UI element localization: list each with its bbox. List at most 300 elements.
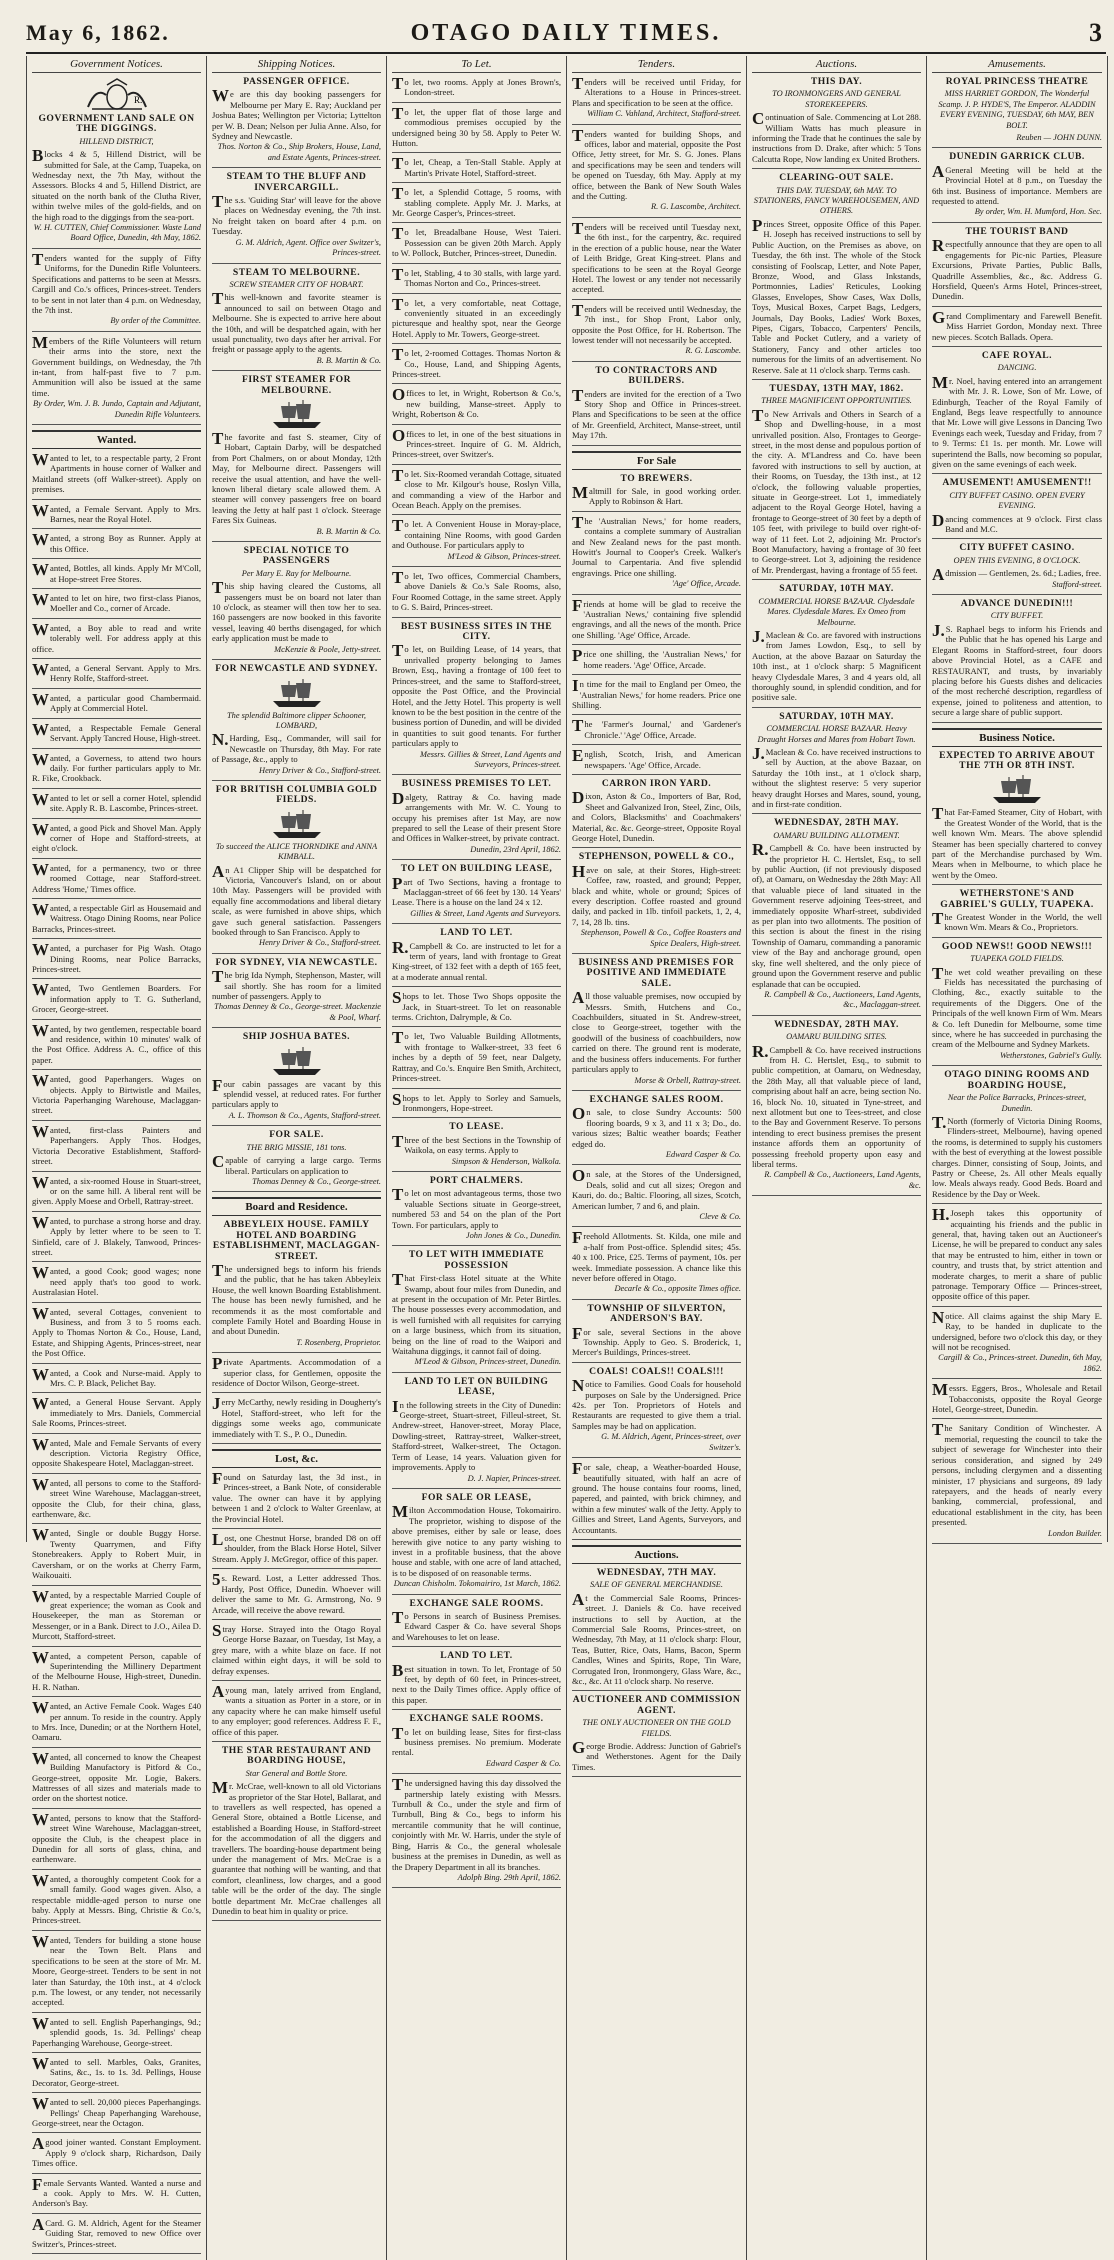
for-sale-ad — [572, 595, 741, 646]
ad-body-text: Stray Horse. Strayed into the Otago Royal George Horse Bazaar, on Tuesday, 1st May, a grey mare, with a white blaze on face. If not claimed within eight days, it will be sold to defray expenses. — [212, 1620, 381, 1676]
ad-signature: R. Campbell & Co., Auctioneers, Land Agents, &c. — [764, 1170, 921, 1190]
shipping-notice — [212, 785, 381, 954]
ad-signature: Edward Casper & Co. — [485, 1758, 561, 1768]
ad-heading: TUESDAY, 13TH MAY, 1862. — [769, 382, 904, 394]
ad-body-text: Tenders wanted for building Shops, and offices, labor and material, opposite the Post Office, Jetty street, for Mr. S. G. Jones. Plans and specifications may be seen and tenders will be opened on Tuesday, 6th May. Apply at my office, between the Bank of New South Wales and the Cutting. — [572, 125, 741, 202]
wanted-ad — [32, 2053, 201, 2093]
ad-body-text: R.Campbell & Co. are instructed to let for a term of years, land with frontage to Great King-street, of 132 feet with a depth of 165 feet, at a moderate annual rental. — [392, 937, 561, 982]
government-notice — [32, 332, 201, 425]
business-notice — [932, 1420, 1102, 1543]
ad-heading: EXCHANGE SALE ROOMS. — [409, 1597, 544, 1609]
ad-subheading: The splendid Baltimore clipper Schooner, LOMBARD, — [226, 710, 367, 730]
to-let-ad — [392, 294, 561, 345]
to-let-ad — [392, 345, 561, 384]
ad-heading: AMUSEMENT! AMUSEMENT!! — [942, 477, 1092, 489]
to-let-ad — [392, 1176, 561, 1246]
ad-body-text: Respectfully announce that they are open to all engagements for Pic-nic Parties, Pleasure Excursions, Private Parties, Public Balls, Quadrille Assemblies, &c., &c. Address G. Horsfield, Queen's Arms Hotel, Princes-street, Dunedin. — [932, 236, 1102, 302]
ad-body-text: Wanted, all concerned to know the Cheapest Building Manufactory is Pitford & Co., George-street, opposite Mr. Logie, Bakers. Mattresses of all sizes and materials made to order on the shortest notice. — [32, 1748, 201, 1804]
ad-body-text: We are this day booking passengers for Melbourne per Mary E. Ray; Auckland per Joshua Bates; Wellington per Victoria; Lyttelton per W. B. Dean; Nelson per Julia Anne. Also, for Sydney and Newcastle. — [212, 86, 381, 142]
ad-body-text: R.Campbell & Co. have received instructions from H. C. Hertslet, Esq., to submit to public competition, at Oamaru, on Wednesday, the 28th May, all that valuable piece of land, comprising about half an acre, being section No. 16, block No. 10, situated in Tyne-street, and next allotment but one to Tees-street, and close to the Bay and Government Reserve. To persons intending to erect business premises the present instance affords them an opportunity of possessing freehold property upon easy and liberal terms. — [752, 1041, 921, 1169]
section-heading-auctions: Auctions. — [572, 1545, 741, 1564]
ad-body-text: To let, Two Valuable Building Allotments, with frontage to Walker-street, 33 feet 6 inches by a depth of 59 feet, near Dalgety, Rattray, and Co.'s. Enquire Ben Smith, Architect, Princes-street. — [392, 1028, 561, 1084]
ad-body-text: Members of the Rifle Volunteers will return their arms into the store, next the Government buildings, on Wednesday, the 7th in-tant, from half-past five to 7 p.m. Ammunition will also be issued at the same time. — [32, 332, 201, 398]
wanted-ad — [32, 1647, 201, 1698]
page-number: 3 — [1089, 18, 1102, 47]
section-heading-government: Government Notices. — [32, 58, 201, 73]
ad-heading: COALS! COALS!! COALS!!! — [589, 1365, 724, 1377]
to-let-ad — [392, 516, 561, 567]
ad-body-text: Jerry McCarthy, newly residing in Dougherty's Hotel, Stafford-street, who left for the diggings some weeks ago, communicate immediately with T. S., P. O., Dunedin. — [212, 1394, 381, 1439]
ad-body-text: Wanted, Bottles, all kinds. Apply Mr M'Coll, at Hope-street Free Stores. — [32, 560, 201, 584]
auction-ad — [752, 384, 921, 580]
ad-heading: BUSINESS PREMISES TO LET. — [401, 778, 552, 790]
ad-subheading: To succeed the ALICE THORNDIKE and ANNA KIMBALL. — [215, 841, 378, 862]
ad-body-text: All those valuable premises, now occupied by Messrs. Smith, Hutchens and Co., Coachbuilders, situated in St. Andrew-street, close to George-street, together with the goodwill of the business of coachbuilders, now carried on there. The ground rent is moderate, and the business offers inducements. For further particulars apply to — [572, 988, 741, 1075]
ad-body-text: Wanted, a Cook and Nurse-maid. Apply to Mrs. C. P. Black, Pelichet Bay. — [32, 1364, 201, 1388]
section-heading-for-sale: For Sale — [572, 451, 741, 470]
issue-date: May 6, 1862. — [26, 20, 170, 45]
to-let-ad — [392, 1599, 561, 1648]
ad-body-text: Wanted, a thoroughly competent Cook for a small family. Good wages given. Also, a respectable middle-aged person to nurse one baby. Apply at Messrs. Bing, Christie & Co.'s, Princes-street. — [32, 1870, 201, 1926]
amusement-ad — [932, 599, 1102, 722]
ad-subheading: OAMARU BUILDING ALLOTMENT. — [773, 830, 900, 840]
ad-body-text: Agood joiner wanted. Constant Employment. Apply 9 o'clock sharp, Richardson, Daily Times office. — [32, 2134, 201, 2169]
ad-body-text: To let, on Building Lease, of 14 years, that unrivalled property belonging to James Brown, Esq., having a frontage of 100 feet to Princes-street, and the same to Stafford-street, opposite the Post Office, and the Provincial Hotel, and the Jetty Hotel. This property is well known to be the best position in the centre of the business portion of Dunedin, and will be divided in quantities to suit good tenants. For further particulars apply to — [392, 641, 561, 749]
auction-ad — [752, 77, 921, 169]
to-let-ad — [392, 622, 561, 776]
ad-body-text: Wanted, a good Cook; good wages; none need apply that's too good to work. Australasian Hotel. — [32, 1263, 201, 1298]
ad-body-text: The brig Ida Nymph, Stephenson, Master, will sail shortly. She has room for a limited number of passengers. Apply to — [212, 967, 381, 1002]
ad-subheading: THIS DAY. TUESDAY, 6th MAY. TO STATIONERS, FANCY WAREHOUSEMEN, AND OTHERS. — [753, 185, 920, 216]
wanted-ad — [32, 719, 201, 749]
wanted-ad — [32, 1303, 201, 1364]
ad-body-text: To let, Cheap, a Ten-Stall Stable. Apply at Martin's Private Hotel, Stafford-street. — [392, 154, 561, 178]
column-amusements-business — [927, 56, 1107, 2260]
sailing-ship-icon — [269, 398, 325, 430]
wanted-ad — [32, 980, 201, 1019]
ad-body-text: Mr. McCrae, well-known to all old Victorians as proprietor of the Star Hotel, Ballarat, and to travellers as well respected, has opened a General Store, obtained a Bottle License, and established a Boarding House, in Stafford-street for the accommodation of all the diggers and travellers. The boarding-house department being under the management of Mrs. McCrae is a guarantee that nothing will be wanting, and that comfort, cleanliness, low charges, and a good table will be the order of the day. The single bottle department Mr. McCrae challenges all Dunedin to beat him in quality or price. — [212, 1778, 381, 1917]
ad-signature: Thomas Denney & Co., George-street. Mackenzie & Pool, Wharf. — [214, 1002, 381, 1022]
to-let-ad — [392, 988, 561, 1027]
ad-signature: Henry Driver & Co., Stafford-street. — [259, 938, 381, 948]
wanted-ad — [32, 2013, 201, 2053]
ad-heading: WETHERSTONE'S AND GABRIEL'S GULLY, TUAPEKA. — [940, 888, 1094, 910]
ad-body-text: To let, Two offices, Commercial Chambers, above Daniels & Co.'s Sale Rooms, also, Four Roomed Cottage, in the same street. Apply to G. S. Baird, Princes-street. — [392, 568, 561, 613]
wanted-ad — [32, 1931, 201, 2013]
ad-subheading: Per Mary E. Ray for Melbourne. — [241, 568, 352, 578]
tender-ad — [572, 125, 741, 218]
ad-heading: TOWNSHIP OF SILVERTON, ANDERSON'S BAY. — [587, 1302, 726, 1325]
ad-body-text: Wanted, to purchase a strong horse and dray. Apply by letter where to be seen to T. Sinfield, care of J. Blakely, Tanwood, Princes-street. — [32, 1212, 201, 1257]
ad-body-text: The 'Farmer's Journal,' and 'Gardener's Chronicle.' 'Age' Office, Arcade. — [572, 716, 741, 740]
wanted-ad — [32, 590, 201, 619]
ad-body-text: R.Campbell & Co. have been instructed by the proprietor H. C. Hertslet, Esq., to sell by public Auction, (if not previously disposed of), at Oamaru, on Wednesday the 28th May: All that valuable piece of land situated in the Government reserve adjoining Tees-street, and immediately opposite Wharf-street, subdivided as per plan into two allotments. The position of this section is about the finest in the rising Township of Oamaru, commanding a panoramic view of the Bay and anchorage ground, open sky, fine well sheltered, and the only piece of ground upon the Government reserve and public esplanade that can be occupied. — [752, 840, 921, 989]
ad-heading: FOR SALE OR LEASE, — [421, 1491, 532, 1503]
to-let-ad — [392, 779, 561, 860]
ad-body-text: Messrs. Eggers, Bros., Wholesale and Retail Tobacconists, opposite the Royal George Hotel, George-street, Dunedin. — [932, 1380, 1102, 1415]
lost-ad — [212, 1681, 381, 1742]
ad-heading: SATURDAY, 10TH MAY. — [779, 583, 894, 595]
board-ad — [212, 1354, 381, 1393]
shipping-notice — [212, 268, 381, 372]
wanted-ad — [32, 1870, 201, 1931]
wanted-ad — [32, 689, 201, 719]
ad-heading: LAND TO LET. — [440, 1650, 513, 1662]
star-restaurant-ad — [212, 1746, 381, 1922]
shipping-notice — [212, 375, 381, 542]
ad-signature: T. Rosenberg, Proprietor. — [296, 1337, 381, 1347]
ad-body-text: Wanted, a General House Servant. Apply immediately to Mrs. Daniels, Commercial Sale Rooms, Princes-street. — [32, 1394, 201, 1429]
auction-ad — [572, 1695, 741, 1777]
ad-body-text: The wet cold weather prevailing on these Fields has necessitated the purchasing of Clothing, &c., exactly suitable to the requirements of the Diggers. One of the Principals of the well known Firm of Wm. Mears & Co. left Dunedin for Melbourne, some time since, where he has succeeded in purchasing the cream of the Melbourne and Sydney Markets. — [932, 963, 1102, 1050]
ad-body-text: Wanted, a particular good Chambermaid. Apply at Commercial Hotel. — [32, 689, 201, 714]
ad-signature: Stafford-street. — [1052, 579, 1102, 589]
ad-body-text: Wanted, Two Gentlemen Boarders. For information apply to T. G. Sutherland, Grocer, George-street. — [32, 980, 201, 1015]
ad-subheading: TO IRONMONGERS AND GENERAL STOREKEEPERS. — [772, 89, 901, 109]
ad-body-text: AGeneral Meeting will be held at the Provincial Hotel at 8 p.m., on Tuesday the 6th inst. Business of importance. Members are requested to attend. — [932, 161, 1102, 207]
ad-body-text: Three of the best Sections in the Township of Waikola, on easy terms. Apply to — [392, 1131, 561, 1156]
ad-heading: THE STAR RESTAURANT AND BOARDING HOUSE, — [221, 1744, 372, 1767]
ad-subheading: THE ONLY AUCTIONEER ON THE GOLD FIELDS. — [582, 1718, 731, 1738]
ad-body-text: Tenders wanted for the supply of Fifty Uniforms, for the Dunedin Rifle Volunteers. Specifications and patterns to be seen at Messrs. Cargill and Co.'s offices, Princes-street. Tenders to be sent in not later than 4 p.m. on Wednesday, the 7th inst. — [32, 249, 201, 315]
ad-body-text: Milton Accommodation House, Tokomairiro. The proprietor, wishing to dispose of the above premises, either by sale or lease, does herewith give notice to any party wishing to invest in a profitable business, that the above house and stable, with one acre of land attached, is to be disposed of on reasonable terms. — [392, 1502, 561, 1578]
ad-body-text: Princes Street, opposite Office of this Paper. H. Joseph has received instructions to sell by Public Auction, on the Premises as above, on Tuesday, the 6th inst. The whole of the Stock consisting of Foolscap, Letter, and Note Paper, Bronze, Wood, and Glass Inkstands, Portmonnies, Ladies' Reticules, Looking Glasses, Envelopes, Show Cases, Wax Dolls, Toys, Musical Boxes, Carpet Bags, Ledgers, Journals, Day Books, Ladies' Work Boxes, Pipes, Cigars, Tobacco, Carpenters' Pencils, Table and Pocket Cutlery, and a variety of Stationery, Fancy and other articles too numerous for the limits of an advertisement. No Reserve. Sale at 11 o'clock sharp. Terms cash. — [752, 215, 921, 375]
ad-body-text: Continuation of Sale. Commencing at Lot 288. William Watts has much pleasure in informing the Trade that he continues the sale by instructions from D. Drake, after which: 5 Tons Calcutta Rope, Now landing ex United Brothers. — [752, 109, 921, 164]
wanted-ad — [32, 1212, 201, 1263]
ad-body-text: Wanted, by a respectable Married Couple of great experience; the woman as Cook and Housekeeper, the man as Storeman or Messenger, or in a Bank. Direct to J.O., Ailea D. Murcott, Stafford-street. — [32, 1586, 201, 1642]
to-let-ad — [392, 1377, 561, 1489]
business-notice — [932, 1070, 1102, 1204]
ad-subheading: MISS HARRIET GORDON, The Wonderful Scamp. J. P. HYDE'S, The Emperor. ALADDIN EVERY EVENING, TUESDAY, 6th MAY, BEN BOLT. — [938, 89, 1096, 130]
ad-body-text: The s.s. 'Guiding Star' will leave for the above places on Wednesday evening, the 7th inst. No freight taken on board after 4 p.m. on Tuesday. — [212, 192, 381, 237]
ad-body-text: Wanted, a General Servant. Apply to Mrs. Henry Rolfe, Stafford-street. — [32, 660, 201, 684]
section-heading-wanted: Wanted. — [32, 430, 201, 449]
ad-body-text: The Greatest Wonder in the World, the well known Wm. Mears & Co., Proprietors. — [932, 909, 1102, 933]
ad-body-text: J.Maclean & Co. are favored with instructions from James Lowdon, Esq., to sell by Auction, at the above Bazaar on Saturday the 10th inst., at 1 o'clock sharp: 5 Magnificent heavy Clydesdale Mares, 3 and 4 years old, all thoroughly sound, in splendid condition, and for positive sale. — [752, 626, 921, 703]
for-sale-ad — [572, 1367, 741, 1458]
ad-heading: PORT CHALMERS. — [429, 1174, 524, 1186]
tender-ad — [572, 300, 741, 362]
business-notice — [932, 942, 1102, 1066]
ad-body-text: Wanted, a strong Boy as Runner. Apply at this Office. — [32, 530, 201, 554]
ad-heading: BUSINESS AND PREMISES FOR POSITIVE AND IMMEDIATE SALE. — [578, 957, 735, 989]
amusement-ad — [932, 152, 1102, 222]
ad-heading: ADVANCE DUNEDIN!!! — [960, 598, 1074, 610]
ad-body-text: H.Joseph takes this opportunity of acquainting his friends and the public in general, that, having taken out an Auctioneer's License, he will be prepared to conduct any sales that may be entrusted to him, either in town or country, and trusts that, by strict attention and moderate charges, to merit a share of public patronage. Temporary Office — Princes-street, opposite office of this paper. — [932, 1205, 1102, 1302]
ad-body-text: Blocks 4 & 5, Hillend District, will be submitted for Sale, at the Camp, Tuapeka, on Wednesday next, the 7th May, without the Assessors. Blocks 4 and 5, Hillend District, are situated on the north bank of the Clutha River, within twelve miles of the gold-fields, and on the high road to the diggings from the sea-port. — [32, 146, 201, 222]
ad-body-text: Found on Saturday last, the 3d inst., in Princes-street, a Bank Note, of considerable value. The owner can have it by applying between 1 and 2 o'clock to Walter Greenlaw, at the Provincial Hotel. — [212, 1469, 381, 1524]
ad-body-text: Freehold Allotments. St. Kilda, one mile and a-half from Post-office. Splendid sites; 45s. 40 x 100. Price, £25. Terms of payment, 10s. per week. Immediate possession. A chance like this never before offered in Otago. — [572, 1228, 741, 1283]
ad-body-text: Wanted, a good Pick and Shovel Man. Apply corner of Hope and Stafford-streets, at eight o'clock. — [32, 819, 201, 854]
wanted-ad — [32, 1071, 201, 1121]
ad-subheading: CITY BUFFET CASINO. OPEN EVERY EVENING. — [949, 490, 1085, 511]
ad-body-text: J.Maclean & Co. have received instructions to sell by Auction, at the above Bazaar, on Saturday the 10th inst., at 1 o'clock sharp, without the slightest reserve: 5 very superior heavy draught Horses and Mares, sound, young, and in first-rate condition. — [752, 743, 921, 809]
ad-signature: Simpson & Henderson, Walkola. — [451, 1156, 561, 1166]
ad-body-text: To let, 2-roomed Cottages. Thomas Norton & Co., House, Land, and Shipping Agents, Princes-street. — [392, 345, 561, 379]
to-let-ad — [392, 103, 561, 154]
column-shipping-board — [207, 56, 387, 2260]
government-notice — [32, 114, 201, 249]
ad-body-text: Wanted, by two gentlemen, respectable board and residence, within 10 minutes' walk of the Post Office. Address A. C., office of this paper. — [32, 1020, 201, 1065]
ad-body-text: Notice to Families. Good Coals for household purposes on Sale by the Undersigned. Price 42s. per Ton. Proprietors of Hotels and Restaurants are requested to give them a trial. Samples may be had on application. — [572, 1376, 741, 1431]
ad-body-text: Admission — Gentlemen, 2s. 6d.; Ladies, free. — [932, 565, 1102, 585]
ad-body-text: Maltmill for Sale, in good working order. Apply to Robinson & Hart. — [572, 483, 741, 507]
wanted-ad — [32, 1394, 201, 1433]
ad-body-text: Tenders are invited for the erection of a Two Story Shop and Office in Princes-street. Plans and Specifications to be seen at the office of Mr. Greenfield, Architect, Manse-street, until May 17th. — [572, 385, 741, 441]
ad-body-text: Wanted, a purchaser for Pig Wash. Otago Dining Rooms, near Police Barracks, Princes-street. — [32, 940, 201, 974]
wanted-ad — [32, 789, 201, 819]
board-ad — [212, 1394, 381, 1444]
for-sale-ad — [572, 1228, 741, 1299]
ad-signature: Cargill & Co., Princes-street. Dunedin, 6th May, 1862. — [938, 1353, 1102, 1373]
ad-subheading: DANCING. — [997, 363, 1037, 373]
ad-signature: Wetherstones, Gabriel's Gully. — [1000, 1050, 1102, 1060]
business-notice — [932, 751, 1102, 886]
lost-ad — [212, 1530, 381, 1569]
to-let-ad — [392, 1493, 561, 1595]
ad-body-text: Wanted to sell. English Paperhangings, 9d.; splendid goods, 1s. 3d. Pellings' cheap Paperhanging Warehouse, George-street. — [32, 2013, 201, 2048]
section-heading-amusements: Amusements. — [932, 58, 1102, 73]
ad-body-text: Wanted, a Boy able to read and write tolerably well. For address apply at this office. — [32, 619, 201, 654]
ad-subheading: OAMARU BUILDING SITES. — [786, 1032, 887, 1042]
ad-signature: London Builder. — [1048, 1528, 1102, 1538]
ad-body-text: To Persons in search of Business Premises. Edward Casper & Co. have several Shops and Warehouses to let on lease. — [392, 1607, 561, 1642]
wanted-ad — [32, 500, 201, 530]
ad-signature: D. J. Napier, Princes-street. — [467, 1473, 561, 1483]
board-ad — [212, 1220, 381, 1353]
ad-heading: LAND TO LET ON BUILDING LEASE, — [404, 1375, 549, 1398]
section-heading-to-let: To Let. — [392, 58, 561, 73]
tender-ad — [572, 218, 741, 300]
ad-body-text: Best situation in town. To let, Frontage of 50 feet, by depth of 60 feet, in Princes-street, next to the Daily Times office. Apply office of this paper. — [392, 1660, 561, 1705]
business-notice — [932, 1307, 1102, 1379]
ad-body-text: Wanted, good Paperhangers. Wages on objects. Apply to Birtwistle and Mailes, Victoria Paperhanging Warehouse, Maclaggan-street. — [32, 1071, 201, 1116]
ad-signature: G. M. Aldrich, Agent, Princes-street, over Switzer's. — [601, 1432, 741, 1452]
column-auctions — [747, 56, 927, 2260]
amusement-ad — [932, 307, 1102, 347]
to-let-ad — [392, 74, 561, 103]
ad-body-text: Friends at home will be glad to receive the 'Australian News,' containing five splendid engravings, and all the news of the month. Price one Shilling. 'Age' Office, Arcade. — [572, 595, 741, 640]
ad-body-text: To let on most advantageous terms, those two valuable Sections situate in George-street, numbered 53 and 54 on the plan of the Port Town. For particulars, apply to — [392, 1185, 561, 1230]
for-sale-ad — [572, 746, 741, 775]
ad-body-text: Notice. All claims against the ship Mary E. Ray, to be handed in duplicate to the undersigned, before two o'clock this day, or they will not be recognised. — [932, 1307, 1102, 1353]
ad-heading: TO BREWERS. — [620, 472, 693, 484]
to-let-ad — [392, 1089, 561, 1119]
ad-subheading: HILLEND DISTRICT, — [79, 136, 154, 146]
svg-text:R.: R. — [133, 95, 142, 105]
ad-signature: B. B. Martin & Co. — [316, 526, 381, 536]
ad-body-text: N.Harding, Esq., Commander, will sail for Newcastle on Thursday, 8th May. For rate of Passage, &c., apply to — [212, 730, 381, 765]
royal-coat-of-arms-icon — [82, 77, 152, 111]
amusement-ad — [932, 227, 1102, 307]
wanted-ad — [32, 1698, 201, 1748]
wanted-ad — [32, 1809, 201, 1870]
ad-body-text: Offices to let, in Wright, Robertson & Co.'s, new building, Manse-street. Apply to Wright, Robertson & Co. — [392, 385, 561, 420]
ad-body-text: Capable of carrying a large cargo. Terms liberal. Particulars on application to — [212, 1152, 381, 1176]
ad-body-text: To let. Six-Roomed verandah Cottage, situated close to Mr. Kilgour's house, Roslyn Villa, and commanding a view of the Harbor and Ocean Beach. Apply on the premises. — [392, 465, 561, 510]
wanted-ad — [32, 859, 201, 899]
ad-body-text: Four cabin passages are vacant by this splendid vessel, at reduced rates. For further particulars apply to — [212, 1075, 381, 1110]
newspaper-title: OTAGO DAILY TIMES. — [410, 20, 722, 46]
ad-heading: FOR BRITISH COLUMBIA GOLD FIELDS. — [215, 783, 378, 806]
ad-subheading: Star General and Bottle Store. — [245, 1768, 348, 1778]
for-sale-ad — [572, 1304, 741, 1363]
ad-signature: By Order, Wm. J. B. Jundo, Captain and Adjutant, Dunedin Rifle Volunteers. — [33, 399, 201, 419]
wanted-ad — [32, 1434, 201, 1474]
ad-body-text: Wanted to let, to a respectable party, 2 Front Apartments in house corner of Walker and Maitland streets (off Walker-street). Apply on premises. — [32, 449, 201, 495]
tender-ad — [572, 74, 741, 125]
ad-body-text: Lost, one Chestnut Horse, branded D8 on off shoulder, from the Black Horse Hotel, Silver Stream. Apply J. McGregor, office of this paper. — [212, 1530, 381, 1564]
for-sale-ad — [572, 852, 741, 954]
ad-heading: FOR NEWCASTLE AND SYDNEY. — [215, 663, 378, 675]
ad-body-text: Female Servants Wanted. Wanted a nurse and a cook. Apply to Mrs. W. H. Cutten, Anderson's Bay. — [32, 2174, 201, 2209]
ad-body-text: This ship having cleared the Customs, all passengers must be on board not later than 10 o'clock, as steamer will then tow her to sea. 160 passengers are now booked in this favorite vessel, leaving 40 berths disengaged, for which early application must be made to — [212, 578, 381, 644]
ad-body-text: The undersigned begs to inform his friends and the public, that he has taken Abbeyleix House, the well known Boarding Establishment. The house has been newly furnished, and he recommends it as the most comfortable and complete Family Hotel and Boarding House in and about Dunedin. — [212, 1260, 381, 1337]
ad-heading: ROYAL PRINCESS THEATRE — [945, 76, 1089, 87]
wanted-ad — [32, 1020, 201, 1071]
ad-heading: WEDNESDAY, 28TH MAY. — [774, 1018, 899, 1030]
shipping-notice — [212, 1130, 381, 1192]
ad-body-text: Grand Complimentary and Farewell Benefit. Miss Harriet Gordon, Monday next. Three new pieces. Scotch Ballads. Opera. — [932, 307, 1102, 342]
wanted-ad — [32, 619, 201, 659]
wanted-ad — [32, 1748, 201, 1809]
ad-body-text: Shops to let. Those Two Shops opposite the Jack, in Stuart-street. To let on reasonable terms. Crichton, Dalrymple, & Co. — [392, 988, 561, 1023]
for-sale-ad — [572, 474, 741, 512]
ad-body-text: Wanted to let or sell a corner Hotel, splendid site. Apply R. B. Lascombe, Princes-street. — [32, 789, 201, 814]
to-let-ad — [392, 264, 561, 294]
ad-body-text: Part of Two Sections, having a frontage to Maclaggan-street of 66 feet by 130. 14 Years' Lease. There is a house on the land 24 x 12. — [392, 873, 561, 908]
shipping-notice — [212, 664, 381, 781]
ad-heading: STEAM TO MELBOURNE. — [232, 266, 361, 278]
ad-body-text: Dancing commences at 9 o'clock. First class Band and M.C. — [932, 510, 1102, 535]
for-sale-ad — [572, 1166, 741, 1227]
ad-heading: GOVERNMENT LAND SALE ON THE DIGGINGS. — [38, 113, 195, 135]
ad-heading: LAND TO LET. — [440, 927, 513, 939]
ad-signature: John Jones & Co., Dunedin. — [465, 1230, 561, 1240]
ad-signature: Henry Driver & Co., Stafford-street. — [259, 765, 381, 775]
section-heading-lost: Lost, &c. — [212, 1449, 381, 1468]
ad-heading: TO CONTRACTORS AND BUILDERS. — [595, 364, 718, 387]
ad-subheading: THREE MAGNIFICENT OPPORTUNITIES. — [761, 396, 912, 406]
ad-body-text: Wanted, for a permanency, two or three roomed Cottage, near Stafford-street. Address 'Home,' Times office. — [32, 859, 201, 894]
wanted-ad — [32, 660, 201, 689]
wanted-ad — [32, 1586, 201, 1647]
ad-heading: WEDNESDAY, 28TH MAY. — [774, 817, 899, 829]
to-let-ad — [392, 385, 561, 424]
ad-subheading: COMMERCIAL HORSE BAZAAR. Heavy Draught Horses and Mares from Hobart Town. — [757, 724, 916, 744]
wanted-ad — [32, 530, 201, 559]
ad-signature: William C. Vahland, Architect, Stafford-street. — [587, 109, 741, 119]
ad-signature: R. Campbell & Co., Auctioneers, Land Agents, &c., Maclaggan-street. — [764, 989, 921, 1010]
ad-body-text: At the Commercial Sale Rooms, Princes-street. J. Daniels & Co. have received instructions to sell by Auction, at the Commercial Sale Rooms, Princes-street, on Wednesday, 7th May, at 11 o'clock sharp: Flour, Teas, Butter, Rice, Oats, Hams, Bacon, Sperm Candles, Wines and Spirits, Rope, Tin Ware, Corrugated Iron, Ironmongery, Glass Ware, &c., &c., &c. At 11 o'clock sharp. No reserve. — [572, 1589, 741, 1686]
wanted-ad — [32, 1172, 201, 1212]
ad-signature: Gillies & Street, Land Agents and Surveyors. — [410, 908, 561, 918]
to-let-ad — [392, 1250, 561, 1372]
ad-signature: Morse & Orbell, Rattray-street. — [634, 1075, 741, 1085]
ad-body-text: Wanted, a respectable Girl as Housemaid and Waitress. Otago Dining Rooms, near Police Barracks, Princes-street. — [32, 899, 201, 934]
ad-body-text: Dalgety, Rattray & Co. having made arrangements with Mr. W. C. Young to occupy his premises after 1st May, are now prepared to sell the Lease of their present Store and Offices in Walker-street, by private contract. — [392, 788, 561, 844]
wanted-ad — [32, 2174, 201, 2214]
ad-body-text: On sale, at the Stores of the Undersigned, Deals, solid and cut all sizes; Oregon and Kauri, do. do.; Baltic. Flooring, all sizes, Scotch, American lumber, 7 and 6, and plain. — [572, 1166, 741, 1211]
sailing-ship-icon — [269, 677, 325, 709]
amusement-ad — [932, 478, 1102, 539]
wanted-ad — [32, 2094, 201, 2133]
wanted-ad — [32, 1525, 201, 1585]
ad-signature: Stephenson, Powell & Co., Coffee Roasters and Spice Dealers, High-street. — [580, 928, 741, 948]
ad-body-text: ACard. G. M. Aldrich, Agent for the Steamer Guiding Star, removed to new Office over Switzer's, Princes-street. — [32, 2214, 201, 2249]
ad-heading: PASSENGER OFFICE. — [243, 76, 350, 87]
ad-body-text: Wanted, Single or double Buggy Horse. Twenty Quarrymen, and Fifty Stonebreakers. Apply to Robert Muir, in Caversham, or on the works at Cherry Farm, Waikouaiti. — [32, 1525, 201, 1581]
ad-body-text: To let. A Convenient House in Moray-place, containing Nine Rooms, with good Garden and Outhouse. For particulars apply to — [392, 516, 561, 551]
ad-heading: THIS DAY. — [810, 76, 863, 87]
wanted-ad — [32, 1364, 201, 1394]
wanted-ad — [32, 899, 201, 939]
ad-body-text: In time for the mail to England per Omeo, the 'Australian News,' for home readers. Price one Shilling. — [572, 676, 741, 710]
lost-ad — [212, 1570, 381, 1620]
ad-body-text: Wanted to sell. Marbles, Oaks, Granites, Satins, &c., 1s. to 1s. 3d. Pellings, House Decorator, George-street. — [32, 2053, 201, 2088]
for-sale-ad — [572, 958, 741, 1091]
amusement-ad — [932, 543, 1102, 595]
ad-body-text: Mr. Noel, having entered into an arrangement with Mr. J. R. Lowe, Son of Mr. Lowe, of Edinburgh, Teacher of the Royal Family of England, Begs leave respectfully to announce that Mr. Lowe will give Lessons in Dancing Two Evenings each week, Tuesday and Friday, from 7 to 9. Terms: £1 1s. per month. Mr. Lowe will superintend the Balls, now becoming so popular, given on the same evenings of each week. — [932, 372, 1102, 469]
to-let-ad — [392, 1122, 561, 1172]
ad-body-text: To let, a very comfortable, neat Cottage, conveniently situated in an exceedingly picturesque and healthy spot, near the George Hotel. Apply to Mr. Towers, George-street. — [392, 294, 561, 339]
ad-signature: M'Leod & Gibson, Princes-street. — [447, 551, 561, 561]
ad-body-text: T.North (formerly of Victoria Dining Rooms, Flinders-street, Melbourne), having opened the rooms, is determined to supply his customers with the best of everything at the lowest possible charges. Dinner, consisting of Soup, Joints, and Pastry or Cheese, 2s. All other Meals equally low. Meals always ready. Good Beds. Board and Residence by the Day or Week. — [932, 1112, 1102, 1199]
to-let-ad — [392, 154, 561, 183]
ad-heading: EXCHANGE SALE ROOMS. — [409, 1713, 544, 1725]
ad-body-text: The Sanitary Condition of Winchester. A memorial, requesting the council to take the subject of sewerage for Winchester into their serious consideration, and signed by 249 persons, including clergymen and a dissenting minister, 17 physicians and surgeons, 89 lady ratepayers, and the heads of nearly every banking, commercial, professional, and educational establishment in the city, has been presented. — [932, 1420, 1102, 1528]
ad-body-text: Shops to let. Apply to Sorley and Samuels, Ironmongers, Hope-street. — [392, 1089, 561, 1113]
to-let-ad — [392, 1714, 561, 1774]
ad-heading: TO LET ON BUILDING LEASE, — [400, 863, 553, 875]
ad-signature: Messrs. Gillies & Street, Land Agents and Surveyors, Princes-street. — [420, 749, 561, 769]
wanted-ad — [32, 1121, 201, 1172]
ad-signature: Thos. Norton & Co., Ship Brokers, House, Land, and Estate Agents, Princes-street. — [217, 142, 381, 162]
column-tenders-forsale — [567, 56, 747, 2260]
ad-body-text: Wanted, a Respectable Female General Servant. Apply Tancred House, High-street. — [32, 719, 201, 744]
ad-body-text: To New Arrivals and Others in Search of a Shop and Dwelling-house, in a most unrivalled position. Also, Frontages to George-street, in the most dense and populous portion of the city. A. M'Landress and Co. have been favored with instructions to sell by auction, at their Rooms, on Tuesday, the 13th inst., at 12 o'clock, the following valuable properties, situate in George-street. Lot 1, immediately adjacent to the Royal George Hotel, having a frontage to George-street of 30 feet by a depth of 105 feet, with privilege to build over right-of-way of 11 feet. Lot 2, adjoining Mr. Proctor's Boot Manufactory, having a frontage of 30 feet to George-street. Lot 3, adjoining the residence of Mr. Prendergast, having a frontage of 55 feet. — [752, 405, 921, 575]
ad-body-text: Tenders will be received until Wednesday, the 7th inst., for Shop Front, Labor only, opposite the Post Office, for H. Robertson. The lowest tender will not necessarily be accepted. — [572, 300, 741, 345]
wanted-ad — [32, 560, 201, 589]
wanted-ad — [32, 819, 201, 859]
ad-body-text: An A1 Clipper Ship will be despatched for Victoria, Vancouver's Island, on or about 10th May. Passengers will be provided with equally fine accommodations and liberal dietary scale, as were furnished in above ships, which gave such general satisfaction. Passengers booked through to San Francisco. Apply to — [212, 861, 381, 937]
ad-heading: OTAGO DINING ROOMS AND BOARDING HOUSE, — [944, 1069, 1090, 1091]
wanted-ad — [32, 2214, 201, 2254]
business-notice — [932, 1380, 1102, 1419]
ad-body-text: This well-known and favorite steamer is announced to sail on between Otago and Melbourne. She is expected to arrive here about the 10th, and will be despatched again, with her usual punctuality, two days after her arrival. For freight or passage apply to the agents. — [212, 289, 381, 355]
ad-body-text: Tenders will be received until Friday, for Alterations to a House in Princes-street. Plans and specification to be seen at the office. — [572, 74, 741, 108]
for-sale-ad — [572, 1459, 741, 1540]
ad-heading: SPECIAL NOTICE TO PASSENGERS — [243, 545, 350, 567]
ad-body-text: Wanted, a Governess, to attend two hours daily. For further particulars apply to Mr. R. Fike, Crookback. — [32, 749, 201, 784]
ad-body-text: To let, a Splendid Cottage, 5 rooms, with stabling complete. Apply Mr. J. Marks, at Mr. George Casper's, Princes-street. — [392, 184, 561, 219]
ad-signature: B. B. Martin & Co. — [316, 355, 381, 365]
columns — [26, 56, 1108, 2249]
ad-subheading: THE BRIG MISSIE, 181 tons. — [246, 1142, 347, 1152]
masthead — [26, 18, 1106, 54]
amusement-ad — [932, 351, 1102, 474]
ad-heading: STEAM TO THE BLUFF AND INVERCARGILL. — [226, 171, 367, 193]
ad-body-text: Wanted, a competent Person, capable of Superintending the Millinery Department of the Melbourne House, High-street, Dunedin. H. R. Nathan. — [32, 1647, 201, 1692]
ad-body-text: To let, Breadalbane House, West Taieri. Possession can be given 20th March. Apply to W. Pollock, Butcher, Princes-street, Dunedin. — [392, 224, 561, 259]
ad-heading: FOR SYDNEY, VIA NEWCASTLE. — [215, 956, 378, 968]
shipping-notice — [212, 546, 381, 660]
shipping-notice — [212, 172, 381, 263]
for-sale-ad — [572, 1095, 741, 1165]
ad-subheading: Near the Police Barracks, Princes-street, Dunedin. — [947, 1093, 1087, 1113]
ad-heading: FIRST STEAMER FOR MELBOURNE. — [241, 374, 352, 396]
ad-signature: Duncan Chisholm. Tokomairiro, 1st March, 1862. — [393, 1579, 561, 1589]
